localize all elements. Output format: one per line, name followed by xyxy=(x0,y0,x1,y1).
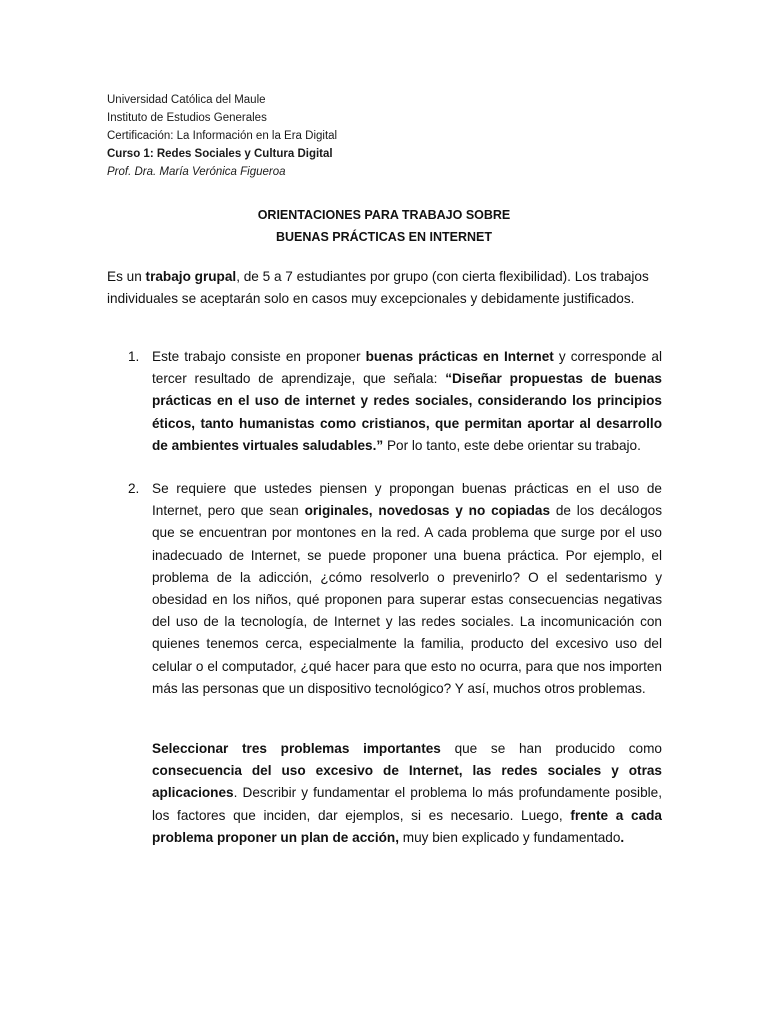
para-bold-2: consecuencia del uso excesivo de Internet, las redes sociales y otras aplicaciones xyxy=(152,763,662,801)
para-text-2: . Describir y fundamentar el problema lo más profundamente posible, los factores que inciden, dar ejemplos, si es necesario. Luego, xyxy=(152,785,662,823)
item2-text-1: Se requiere que ustedes piensen y propongan buenas prácticas en el uso de Internet, pero que sean xyxy=(152,481,662,519)
certification-name: Certificación: La Información en la Era Digital xyxy=(107,130,338,142)
item1-bold-1: buenas prácticas en Internet xyxy=(365,349,554,364)
document-title xyxy=(107,204,661,248)
para-bold-4: . xyxy=(620,829,625,845)
intro-bold-1: trabajo grupal xyxy=(145,269,237,284)
para-bold-3: frente a cada problema proponer un plan de acción, xyxy=(152,807,662,845)
list-item-1 xyxy=(107,346,663,458)
item1-quote: “Diseñar propuestas de buenas prácticas en el uso de internet y redes sociales, considerando los principios éticos, tanto humanistas como cristianos, que permitan aportar al desarrollo de ambientes virtuales saludables.” xyxy=(152,371,662,453)
item1-text-2: y corresponde al tercer resultado de aprendizaje, que señala: xyxy=(152,349,662,387)
list-item-1-text xyxy=(152,346,662,457)
para-bold-1: Seleccionar tres problemas importantes xyxy=(152,741,441,756)
title-line-2: BUENAS PRÁCTICAS EN INTERNET xyxy=(276,230,492,244)
item1-text-1: Este trabajo consiste en proponer xyxy=(152,349,366,364)
course-name: Curso 1: Redes Sociales y Cultura Digital xyxy=(107,148,333,160)
intro-text-2: , de 5 a 7 estudiantes por grupo (con cierta flexibilidad). Los trabajos individuales se aceptarán solo en casos muy excepcionales y debidamente justificados. xyxy=(107,269,649,306)
title-line-1: ORIENTACIONES PARA TRABAJO SOBRE xyxy=(257,208,511,222)
intro-paragraph xyxy=(107,266,663,309)
item2-bold-1: originales, novedosas y no copiadas xyxy=(304,503,551,519)
list-number-2: 2. xyxy=(128,481,140,496)
para-text-1: que se han producido como xyxy=(440,741,662,756)
document-header xyxy=(107,91,667,181)
list-number-1: 1. xyxy=(128,349,140,364)
instructions-paragraph xyxy=(152,738,662,849)
para-text-3: muy bien explicado y fundamentado xyxy=(398,829,621,845)
intro-text-1: Es un xyxy=(107,269,146,284)
list-item-2 xyxy=(107,478,663,718)
professor-name: Prof. Dra. María Verónica Figueroa xyxy=(107,166,286,178)
university-name: Universidad Católica del Maule xyxy=(107,94,266,106)
item1-text-3: Por lo tanto, este debe orientar su trabajo. xyxy=(383,437,641,453)
item2-text-2: de los decálogos que se encuentran por montones en la red. A cada problema que surge por el uso inadecuado de Internet, se puede proponer una buena práctica. Por ejemplo, el problema de la adicción, ¿cómo resolverlo o prevenirlo? O el sedentarismo y obesidad en los niños, qué proponen para superar estas consecuencias negativas del uso de la tecnología, de Internet y las redes sociales. La incomunicación con quienes tenemos cerca, especialmente la familia, producto del excesivo uso del celular o el computador, ¿qué hacer para que esto no ocurra, para que nos importen más las personas que un dispositivo tecnológico? Y así, muchos otros problemas. xyxy=(152,503,662,696)
list-item-2-text xyxy=(152,478,662,700)
institute-name: Instituto de Estudios Generales xyxy=(107,112,267,124)
